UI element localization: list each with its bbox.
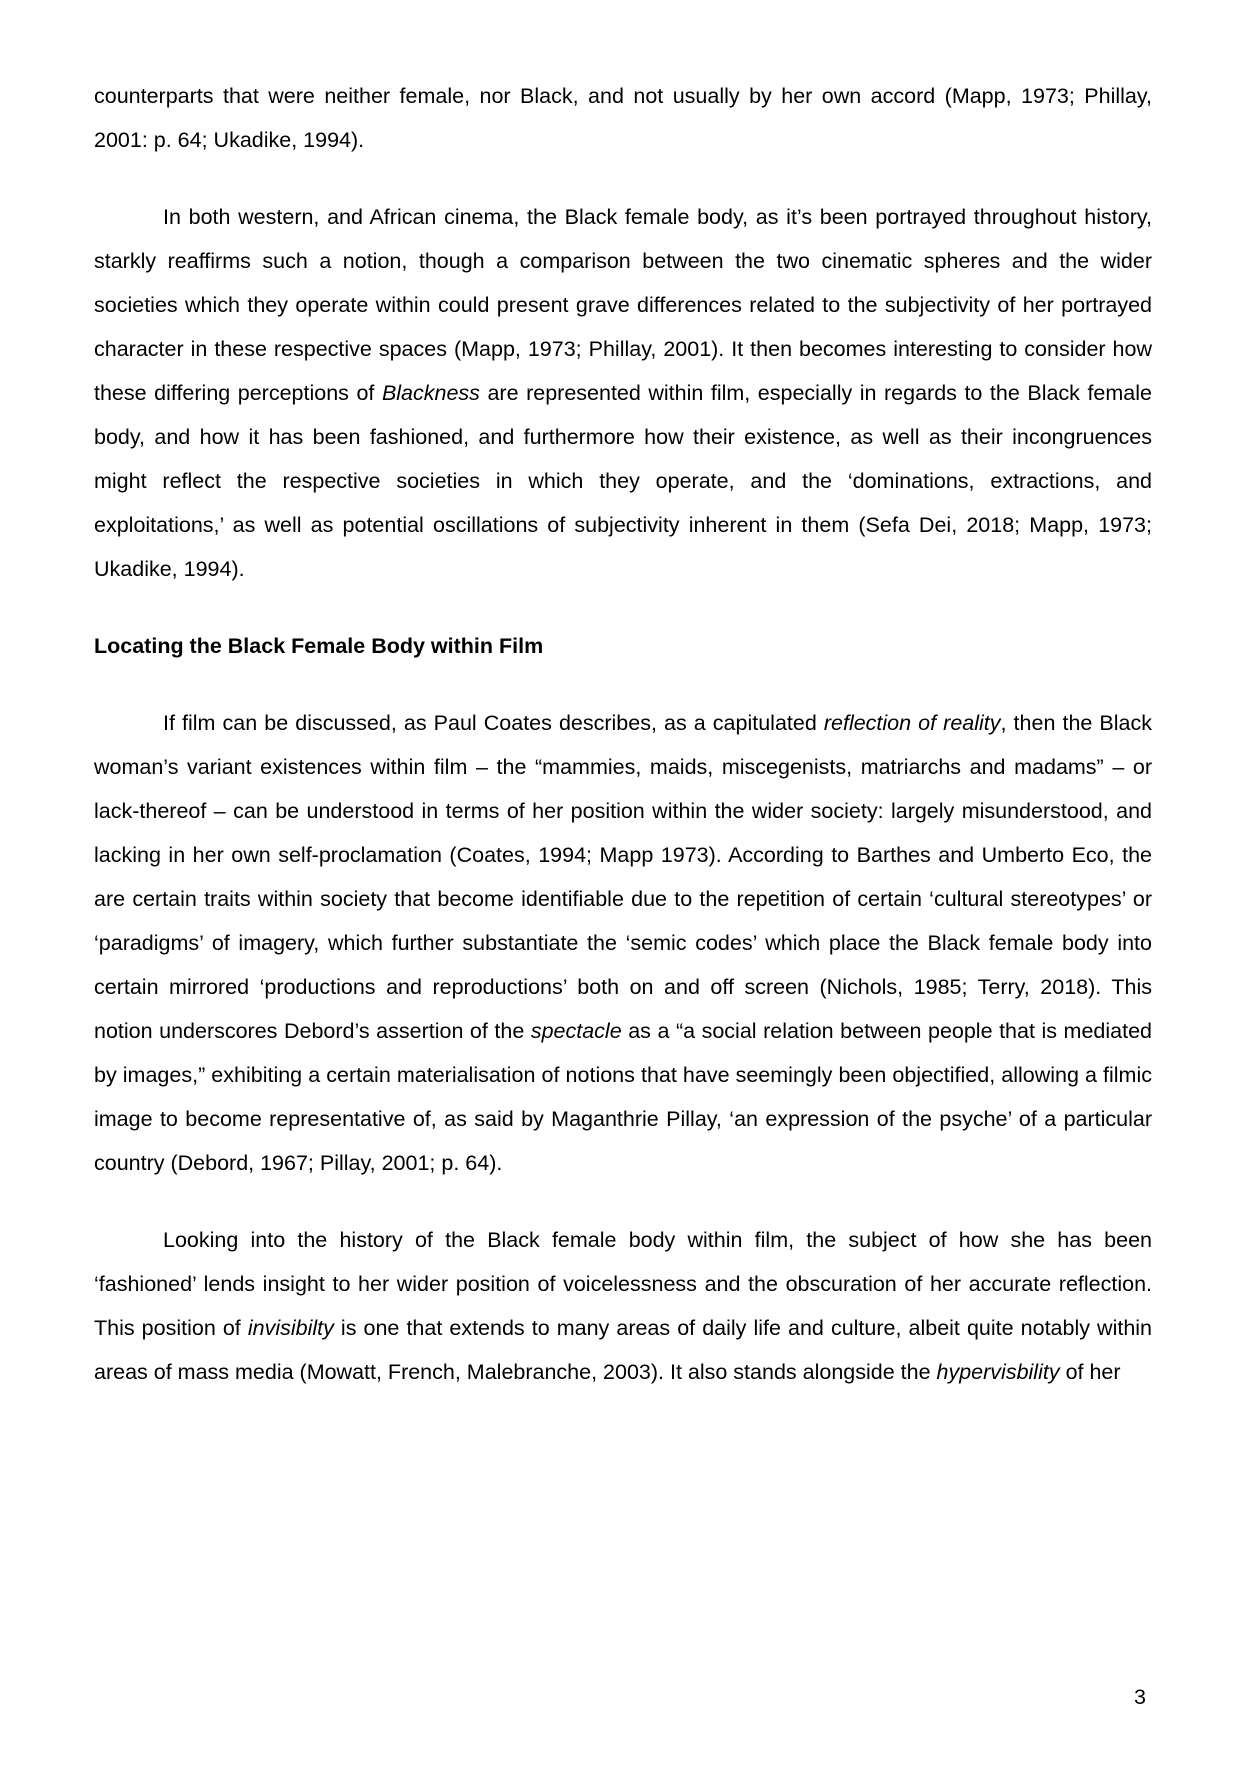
italic-text-run: spectacle	[530, 1019, 622, 1043]
text-run: Locating the Black Female Body within Film	[94, 634, 544, 658]
text-run: are represented within film, especially in regards to the Black female body, and how it has been fashioned, and furthermore how their existence, as well as their incongruences might reflect the respective societies in which they operate, and the ‘dominations, extractions, and exploitations,’ as well as potential oscillations of subjectivity inherent in them (Sefa Dei, 2018; Mapp, 1973; Ukadike, 1994).	[94, 381, 1152, 581]
text-run: is one that extends to many areas of daily life and culture, albeit quite notably within areas of mass media (Mowatt, French, Malebranche, 2003). It also stands alongside the	[94, 1316, 1153, 1384]
text-run: In both western, and African cinema, the Black female body, as it’s been portrayed throughout history, starkly reaffirms such a notion, though a comparison between the two cinematic spheres and the wider societies which they operate within could present grave differences related to the subjectivity of her portrayed character in these respective spaces (Mapp, 1973; Phillay, 2001). It then becomes interesting to consider how these differing perceptions of	[94, 205, 1152, 405]
italic-text-run: Blackness	[381, 381, 480, 405]
italic-text-run: invisibilty	[247, 1316, 334, 1340]
paragraph	[94, 1218, 1152, 1394]
text-run: of her	[1059, 1360, 1121, 1384]
section-heading	[94, 624, 1152, 668]
text-run: If film can be discussed, as Paul Coates describes, as a capitulated	[163, 711, 824, 735]
text-run: counterparts that were neither female, nor Black, and not usually by her own accord (Mapp, 1973; Phillay, 2001: p. 64; Ukadike, 1994).	[94, 84, 1152, 152]
paragraph	[94, 74, 1152, 162]
text-run: , then the Black woman’s variant existences within film – the “mammies, maids, miscegenists, matriarchs and madams” – or lack-thereof – can be understood in terms of her position within the wider society: largely misunderstood, and lacking in her own self-proclamation (Coates, 1994; Mapp 1973). According to Barthes and Umberto Eco, the are certain traits within society that become identifiable due to the repetition of certain ‘cultural stereotypes’ or ‘paradigms’ of imagery, which further substantiate the ‘semic codes’ which place the Black female body into certain mirrored ‘productions and reproductions’ both on and off screen (Nichols, 1985; Terry, 2018). This notion underscores Debord’s assertion of the	[94, 711, 1152, 1043]
text-run: as a “a social relation between people that is mediated by images,” exhibiting a certain materialisation of notions that have seemingly been objectified, allowing a filmic image to become representative of, as said by Maganthrie Pillay, ‘an expression of the psyche’ of a particular country (Debord, 1967; Pillay, 2001; p. 64).	[94, 1019, 1152, 1175]
paragraph	[94, 701, 1152, 1185]
page-number: 3	[1134, 1685, 1146, 1709]
italic-text-run: reflection of reality	[823, 711, 1001, 735]
text-run: Looking into the history of the Black female body within film, the subject of how she has been ‘fashioned’ lends insight to her wider position of voicelessness and the obscuration of her accurate reflection. This position of	[94, 1228, 1152, 1340]
italic-text-run: hypervisbility	[936, 1360, 1060, 1384]
paragraph	[94, 195, 1152, 591]
